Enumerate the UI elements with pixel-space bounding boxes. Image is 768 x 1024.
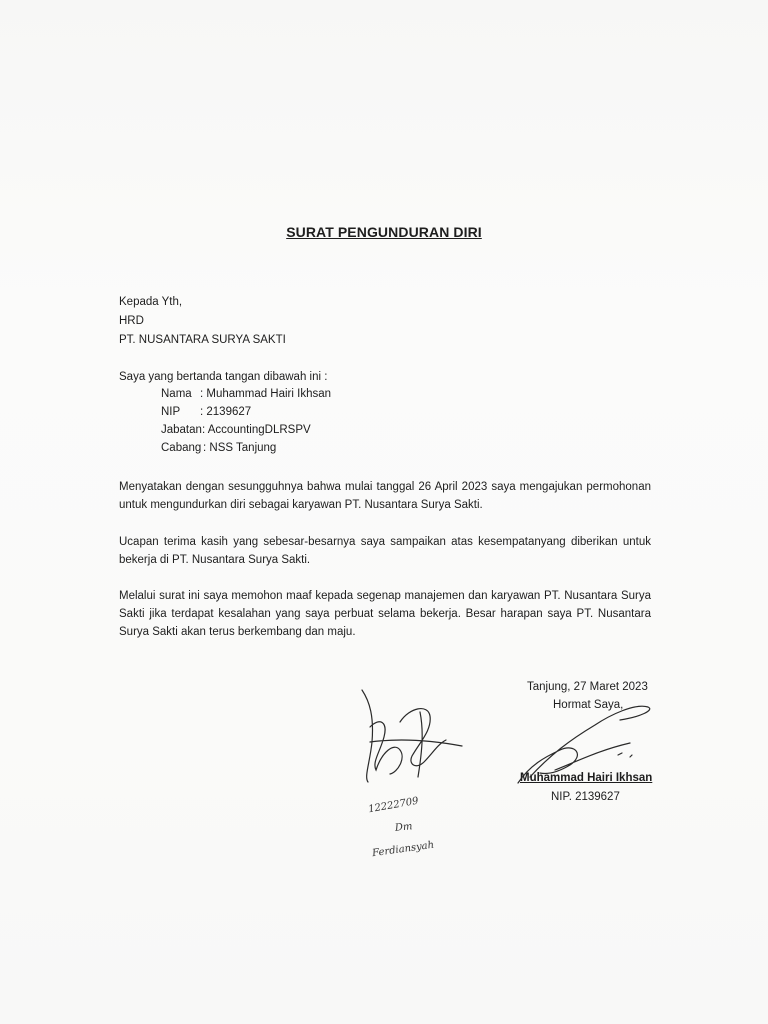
field-name-label: Nama	[161, 388, 192, 400]
field-jabatan-value: : AccountingDLRSPV	[202, 424, 311, 436]
field-cabang-value: : NSS Tanjung	[203, 442, 277, 454]
paragraph-1: Menyatakan dengan sesungguhnya bahwa mulai tanggal 26 April 2023 saya mengajukan permohonan untuk mengundurkan diri sebagai karyawan PT. Nusantara Surya Sakti.	[119, 481, 651, 511]
letter-title: SURAT PENGUNDURAN DIRI	[286, 224, 482, 240]
field-cabang-label: Cabang	[161, 442, 202, 454]
handwritten-note-line-3: Ferdiansyah	[371, 839, 435, 860]
handwritten-note-line-2: Dm	[394, 821, 414, 834]
place-date: Tanjung, 27 Maret 2023	[527, 681, 648, 693]
paragraph-2: Ucapan terima kasih yang sebesar-besarnya saya sampaikan atas kesempatanyang diberikan untuk bekerja di PT. Nusantara Surya Sakti.	[119, 536, 651, 566]
handwritten-note-line-1: 12222709	[367, 795, 420, 816]
field-nip-value: : 2139627	[200, 406, 252, 418]
addressee-line-3: PT. NUSANTARA SURYA SAKTI	[119, 334, 286, 346]
paragraph-3: Melalui surat ini saya memohon maaf kepada segenap manajemen dan karyawan PT. Nusantara Surya Sakti jika terdapat kesalahan yang saya perbuat selama bekerja. Besar harapan saya PT. Nusantara Surya Sakti akan terus berkembang dan maju.	[119, 590, 651, 638]
approver-signature-icon	[350, 682, 470, 792]
signer-name: Muhammad Hairi Ikhsan	[520, 772, 653, 784]
field-jabatan-label: Jabatan	[161, 424, 202, 436]
addressee-line-1: Kepada Yth,	[119, 296, 183, 308]
field-name-value: : Muhammad Hairi Ikhsan	[200, 388, 332, 400]
regards: Hormat Saya,	[553, 699, 624, 711]
intro-line: Saya yang bertanda tangan dibawah ini :	[119, 371, 328, 383]
addressee-line-2: HRD	[119, 315, 144, 327]
field-nip-label: NIP	[161, 406, 181, 418]
signer-nip: NIP. 2139627	[551, 791, 620, 803]
